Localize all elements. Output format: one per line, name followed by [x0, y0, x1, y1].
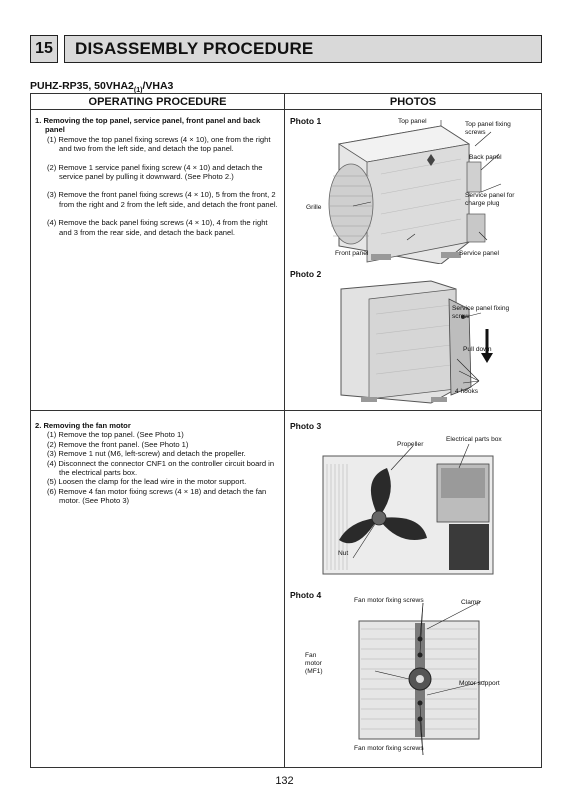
- photo-1-back-panel-label: Back panel: [469, 154, 502, 161]
- photo-2-pull-down-label: Pull down: [463, 346, 492, 353]
- photo-1-service-panel-charge-label: Service panel for charge plug: [465, 192, 515, 207]
- column-divider: [284, 94, 285, 767]
- photo-1-grille-label: Grille: [306, 204, 322, 211]
- section-1-step: (1) Remove the top panel fixing screws (4 × 10), one from the right and two from the left side, and detach the top panel.: [47, 134, 271, 154]
- photo-3-fan-image: [301, 444, 501, 584]
- photo-4-clamp-label: Clamp: [461, 599, 481, 606]
- section-1-procedure: [35, 116, 281, 237]
- column-header-photos: PHOTOS: [285, 94, 541, 110]
- section-1-title: 1. Removing the top panel, service panel, front panel and back panel: [35, 116, 261, 135]
- model-sub: (1): [133, 87, 143, 95]
- photo-3-electrical-box-label: Electrical parts box: [446, 436, 502, 443]
- column-header-procedure: OPERATING PROCEDURE: [31, 94, 284, 110]
- section-number: 15: [30, 35, 58, 63]
- photo-3-nut-label: Nut: [338, 550, 349, 557]
- photo-1-top-panel-label: Top panel: [398, 118, 427, 125]
- model-suffix: /VHA3: [142, 80, 174, 92]
- photo-1-front-panel-label: Front panel: [335, 250, 369, 257]
- section-1-step: (2) Remove 1 service panel fixing screw (4 × 10) and detach the service panel by pulling it downward. (See Photo 2.): [47, 162, 263, 182]
- row-divider: [31, 410, 541, 411]
- section-header: [30, 35, 542, 63]
- section-title: DISASSEMBLY PROCEDURE: [64, 35, 542, 63]
- photo-2-label: Photo 2: [290, 269, 322, 279]
- photo-3-propeller-label: Propeller: [397, 441, 424, 448]
- photo-4-motor-support-label: Motor support: [459, 680, 500, 687]
- photo-1-top-panel-screws-label: Top panel fixing screws: [465, 121, 511, 136]
- photo-4-label: Photo 4: [290, 590, 322, 600]
- photo-4-motor-support-image: [331, 599, 506, 759]
- page-number: 132: [275, 775, 294, 787]
- section-2-step: (1) Remove the top panel. (See Photo 1): [47, 430, 184, 440]
- section-1-step: (4) Remove the back panel fixing screws (4 × 10), 4 from the right and 3 from the rear side, and detach the back panel.: [47, 218, 268, 237]
- section-2-step: (2) Remove the front panel. (See Photo 1): [47, 439, 189, 449]
- section-2-step: (5) Loosen the clamp for the lead wire in the motor support.: [47, 477, 247, 487]
- photo-2-service-panel-image: [331, 279, 541, 407]
- model-prefix: PUHZ-RP35, 50VHA2: [30, 80, 134, 92]
- section-2-step: (6) Remove 4 fan motor fixing screws (4 × 18) and detach the fan motor. (See Photo 3): [47, 486, 267, 506]
- section-2-title: 2. Removing the fan motor: [35, 421, 131, 430]
- model-heading: [30, 80, 173, 94]
- section-2-procedure: [35, 421, 281, 506]
- section-2-step: (4) Disconnect the connector CNF1 on the controller circuit board in the electrical parts box.: [47, 458, 275, 478]
- section-1-step: (3) Remove the front panel fixing screws (4 × 10), 5 from the front, 2 from the right and 2 from the left side, and detach the front panel.: [47, 190, 278, 209]
- photo-2-hooks-label: 4 hooks: [455, 388, 479, 395]
- photo-4-screws-top-label: Fan motor fixing screws: [354, 597, 424, 604]
- photo-4-screws-bottom-label: Fan motor fixing screws: [354, 745, 424, 752]
- photo-1-service-panel-label: Service panel: [459, 250, 499, 257]
- procedure-table: [30, 93, 542, 768]
- photo-4-fan-motor-label: Fan motor (MF1): [305, 652, 323, 675]
- section-2-step: (3) Remove 1 nut (M6, left-screw) and detach the propeller.: [47, 449, 246, 459]
- photo-3-label: Photo 3: [290, 421, 322, 431]
- photo-2-service-panel-screw-label: Service panel fixing screw: [452, 305, 510, 320]
- photo-1-label: Photo 1: [290, 116, 322, 126]
